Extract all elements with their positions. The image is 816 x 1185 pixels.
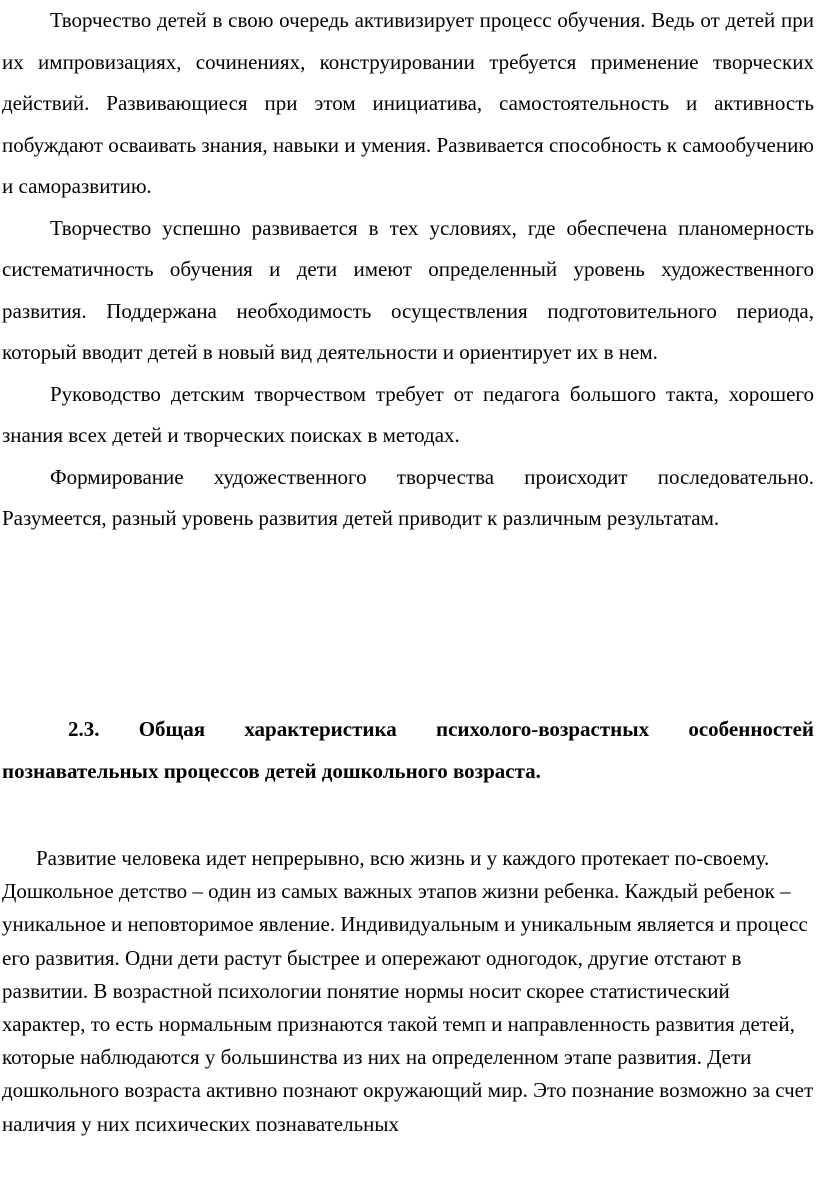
paragraph-1: Творчество детей в свою очередь активизирует процесс обучения. Ведь от детей при их импровизациях, сочинениях, конструировании требуется применение творческих действий. Развивающиеся при этом инициатива, самостоятельность и активность побуждают осваивать знания, навыки и умения. Развивается способность к самообучению и саморазвитию. bbox=[2, 8, 814, 198]
paragraph-2: Творчество успешно развивается в тех условиях, где обеспечена планомерность систематичность обучения и дети имеют определенный уровень художественного развития. Поддержана необходимость осуществления подготовительного периода, который вводит детей в новый вид деятельности и ориентирует их в нем. bbox=[2, 215, 814, 364]
section-heading: 2.3. Общая характеристика психолого-возрастных особенностей познавательных процессов детей дошкольного возраста. bbox=[2, 717, 814, 783]
body-text-block bbox=[2, 0, 814, 540]
section-paragraph: Развитие человека идет непрерывно, всю жизнь и у каждого протекает по-своему. Дошкольное детство – один из самых важных этапов жизни ребенка. Каждый ребенок – уникальное и неповторимое явление. Индивидуальным и уникальным является и процесс его развития. Одни дети растут быстрее и опережают одногодок, другие отстают в развитии. В возрастной психологии понятие нормы носит скорее статистический характер, то есть нормальным признаются такой темп и направленность развития детей, которые наблюдаются у большинства из них на определенном этапе развития. Дети дошкольного возраста активно познают окружающий мир. Это познание возможно за счет наличия у них психических познавательных bbox=[2, 846, 814, 1136]
paragraph-4: Формирование художественного творчества происходит последовательно. Разумеется, разный уровень развития детей приводит к различным результатам. bbox=[2, 464, 814, 530]
paragraph-3: Руководство детским творчеством требует от педагога большого такта, хорошего знания всех детей и творческих поисках в методах. bbox=[2, 381, 814, 447]
